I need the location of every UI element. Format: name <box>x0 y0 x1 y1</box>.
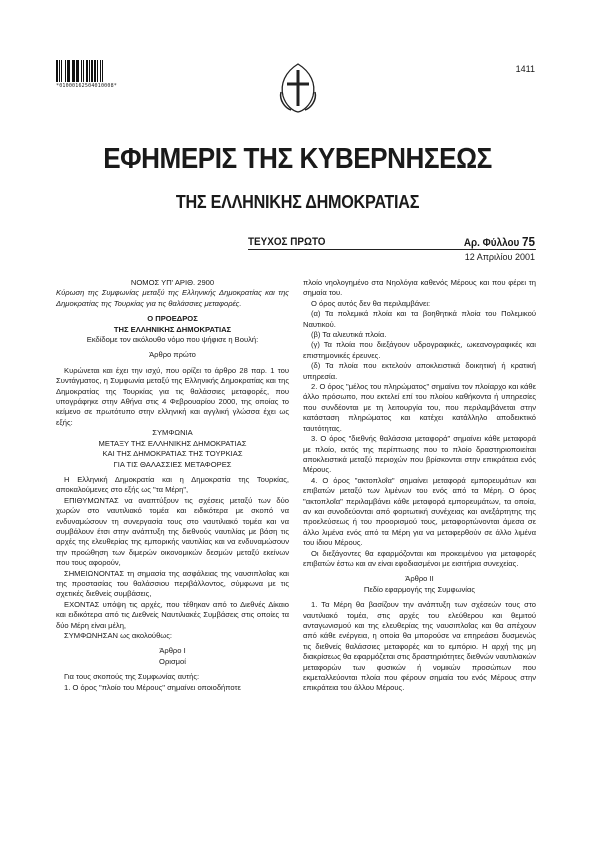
left-column-paragraph: ΚΑΙ ΤΗΣ ΔΗΜΟΚΡΑΤΙΑΣ ΤΗΣ ΤΟΥΡΚΙΑΣ <box>102 449 243 459</box>
right-column-paragraph: Ο όρος αυτός δεν θα περιλαμβάνει: <box>311 298 431 308</box>
left-column-paragraph: ΣΥΜΦΩΝΙΑ <box>152 428 193 438</box>
page-number: 1411 <box>515 64 535 74</box>
left-column <box>56 278 289 693</box>
left-column-paragraph: Εκδίδομε τον ακόλουθο νόμο που ψήφισε η Βουλή: <box>86 335 259 345</box>
right-column-paragraph: Άρθρο ΙΙ <box>405 574 434 584</box>
left-column-paragraph: Κυρώνεται και έχει την ισχύ, που ορίζει το άρθρο 28 παρ. 1 του Συντάγματος, η Συμφωνία μεταξύ της Ελληνικής Δημοκρατίας και της Δημοκρατίας της Τουρκίας για τις θαλάσσιες μεταφορές, που υπογράφηκε στην Αθήνα στις 4 Φεβρουαρίου 2000, της οποίας το κείμενο σε πρωτότυπο στην ελληνική και αγγλική γλώσσα έχει ως εξής: <box>56 365 289 427</box>
right-column-paragraph: (δ) Τα πλοία που εκτελούν αποκλειστικά δοικητική ή κρατική υπηρεσία. <box>303 361 536 381</box>
barcode-number: *01000162504010008* <box>56 83 117 89</box>
left-column-paragraph: Η Ελληνική Δημοκρατία και η Δημοκρατία της Τουρκίας, αποκαλούμενες στο εξής ως "τα Μέρη", <box>56 474 289 495</box>
header-rule <box>248 249 536 250</box>
right-column-paragraph: (γ) Τα πλοία που διεξάγουν υδρογραφικές, ωκεανογραφικές και επιστημονικές έρευνες. <box>303 340 536 360</box>
left-column-paragraph: ΣΥΜΦΩΝΗΣΑΝ ως ακολούθως: <box>64 631 172 640</box>
sheet-label: Αρ. Φύλλου <box>463 237 520 249</box>
left-column-paragraph: Ο ΠΡΟΕΔΡΟΣ <box>147 314 198 324</box>
left-column-paragraph: ΜΕΤΑΞΥ ΤΗΣ ΕΛΛΗΝΙΚΗΣ ΔΗΜΟΚΡΑΤΙΑΣ <box>98 438 247 448</box>
left-column-paragraph: ΕΧΟΝΤΑΣ υπόψη τις αρχές, που τέθηκαν από το Διεθνές Δίκαιο και ειδικότερα από τις Διεθνείς Ναυτιλιακές Συμβάσεις στις οποίες τα δύο Μέρη είναι μέλη, <box>56 599 289 630</box>
left-column-paragraph: Άρθρο πρώτο <box>149 350 196 360</box>
left-column-paragraph: ΣΗΜΕΙΩΝΟΝΤΑΣ τη σημασία της ασφάλειας της ναυσιπλοΐας και της προστασίας του θαλάσσιου περιβάλλοντος, σύμφωνα με τις σχετικές διεθνείς συμβάσεις, <box>56 568 289 599</box>
right-column <box>303 278 536 694</box>
left-column-paragraph: Άρθρο Ι <box>159 646 186 656</box>
left-column-paragraph: 1. Ο όρος "πλοίο του Μέρους" σημαίνει οποιοδήποτε <box>64 682 241 692</box>
issue-date: 12 Απριλίου 2001 <box>464 252 535 262</box>
right-column-paragraph: Οι διεξάγοντες θα εφαρμόζονται και προκειμένου για μεταφορές επιβατών έστω και αν είναι εφοδιασμένοι με εισιτήρια συνεχείας. <box>303 548 536 568</box>
left-column-paragraph: ΕΠΙΘΥΜΩΝΤΑΣ να αναπτύξουν τις σχέσεις μεταξύ των δύο χωρών στο ναυτιλιακό τομέα και ειδικότερα με σκοπό να ενδυναμώσουν τη συνεργασία τους στο ναυτιλιακό τομέα και να συμβάλουν έτσι στην ανάπτυξη της διεθνούς ναυτιλίας με βάση τις αρχές της ελευθερίας της εμπορικής ναυτιλίας και να ενδυναμώσουν την προώθηση των διμερών οικονομικών δεσμών μεταξύ εκείνων που τους αφορούν, <box>56 495 289 568</box>
right-column-paragraph: 2. Ο όρος "μέλος του πληρώματος" σημαίνει τον πλοίαρχο και κάθε άλλο πρόσωπο, που εκτελεί επί του πλοίου καθήκοντα ή υπηρεσίες που συνδέονται με τη λειτουργία του, που περιλαμβάνεται στην κατάσταση πληρώματος και κατέχει κατάλληλο αποδεικτικό ταυτότητας. <box>303 382 536 433</box>
sheet-number: 75 <box>521 234 535 249</box>
left-column-paragraph: Κύρωση της Συμφωνίας μεταξύ της Ελληνικής Δημοκρατίας και της Δημοκρατίας της Τουρκίας για τις θαλάσσιες μεταφορές. <box>56 288 289 308</box>
gazette-subtitle: ΤΗΣ ΕΛΛΗΝΙΚΗΣ ΔΗΜΟΚΡΑΤΙΑΣ <box>175 192 420 212</box>
right-column-paragraph: (β) Τα αλιευτικά πλοία. <box>311 330 387 340</box>
left-column-paragraph: Για τους σκοπούς της Συμφωνίας αυτής: <box>64 672 200 682</box>
right-column-paragraph: 1. Τα Μέρη θα βασίζουν την ανάπτυξη των σχέσεών τους στο ναυτιλιακό τομέα, στις αρχές του ελεύθερου και θεμιτού ανταγωνισμού και της ελευθερίας της ναυσιπλοΐας και θα απέχουν από κάθε ενέργεια, η οποία θα μπορούσε να επηρεάσει δυσμενώς τις διεθνείς θαλάσσιες μεταφορές και το εμπόριο. Η αρχή της μη διακρίσεως θα εφαρμόζεται στις δραστηριότητες διεθνών ναυτιλιακών μεταφορών των φυσικών ή νομικών προσώπων που εκμεταλλεύονται πλοία που φέρουν σημαία του ενός Μέρους στην επικράτεια του άλλου Μέρους. <box>303 600 537 693</box>
right-column-paragraph: 3. Ο όρος "διεθνής θαλάσσια μεταφορά" σημαίνει κάθε μεταφορά με πλοίο, εκτός της περίπτωσης που το πλοίο δραστηριοποιείται αποκλειστικά μεταξύ περιοχών που βρίσκονται στην επικράτεια ενός Μέρους. <box>303 434 536 475</box>
right-column-paragraph: πλοίο νηολογημένο στα Νηολόγια καθενός Μέρους και που φέρει τη σημαία του. <box>303 278 536 298</box>
left-column-paragraph: Ορισμοί <box>159 656 186 666</box>
barcode <box>56 60 118 82</box>
left-column-paragraph: ΓΙΑ ΤΙΣ ΘΑΛΑΣΣΙΕΣ ΜΕΤΑΦΟΡΕΣ <box>113 459 232 469</box>
left-column-paragraph: ΤΗΣ ΕΛΛΗΝΙΚΗΣ ΔΗΜΟΚΡΑΤΙΑΣ <box>113 324 232 334</box>
sheet-number-block <box>464 234 535 249</box>
right-column-paragraph: 4. Ο όρος "ακτοπλοΐα" σημαίνει μεταφορά εμπορευμάτων και επιβατών μεταξύ των λιμένων του ενός από τα Μέρη. Ο όρος "ακτοπλοΐα" περιλαμβάνει κάθε μεταφορά εμπορευμάτων, τα οποία, αν και συνοδεύονται από φορτωτική συνέχειας και ανεξάρτητης της προελεύσεως ή του προορισμού τους, μεταφορτώνονται άμεσα σε άλλο λιμένα ενός από τα Μέρη για να μεταφερθούν σε άλλο λιμένα του ίδιου Μέρους. <box>303 475 536 548</box>
issue-series: ΤΕΥΧΟΣ ΠΡΩΤΟ <box>248 236 326 248</box>
right-column-paragraph: Πεδίο εφαρμογής της Συμφωνίας <box>363 584 476 594</box>
coat-of-arms-emblem <box>277 62 319 114</box>
gazette-title: ΕΦΗΜΕΡΙΣ ΤΗΣ ΚΥΒΕΡΝΗΣΕΩΣ <box>103 143 492 175</box>
left-column-paragraph: ΝΟΜΟΣ ΥΠ' ΑΡΙΘ. 2900 <box>130 278 215 287</box>
right-column-paragraph: (α) Τα πολεμικά πλοία και τα βοηθητικά πλοία του Πολεμικού Ναυτικού. <box>303 309 536 329</box>
